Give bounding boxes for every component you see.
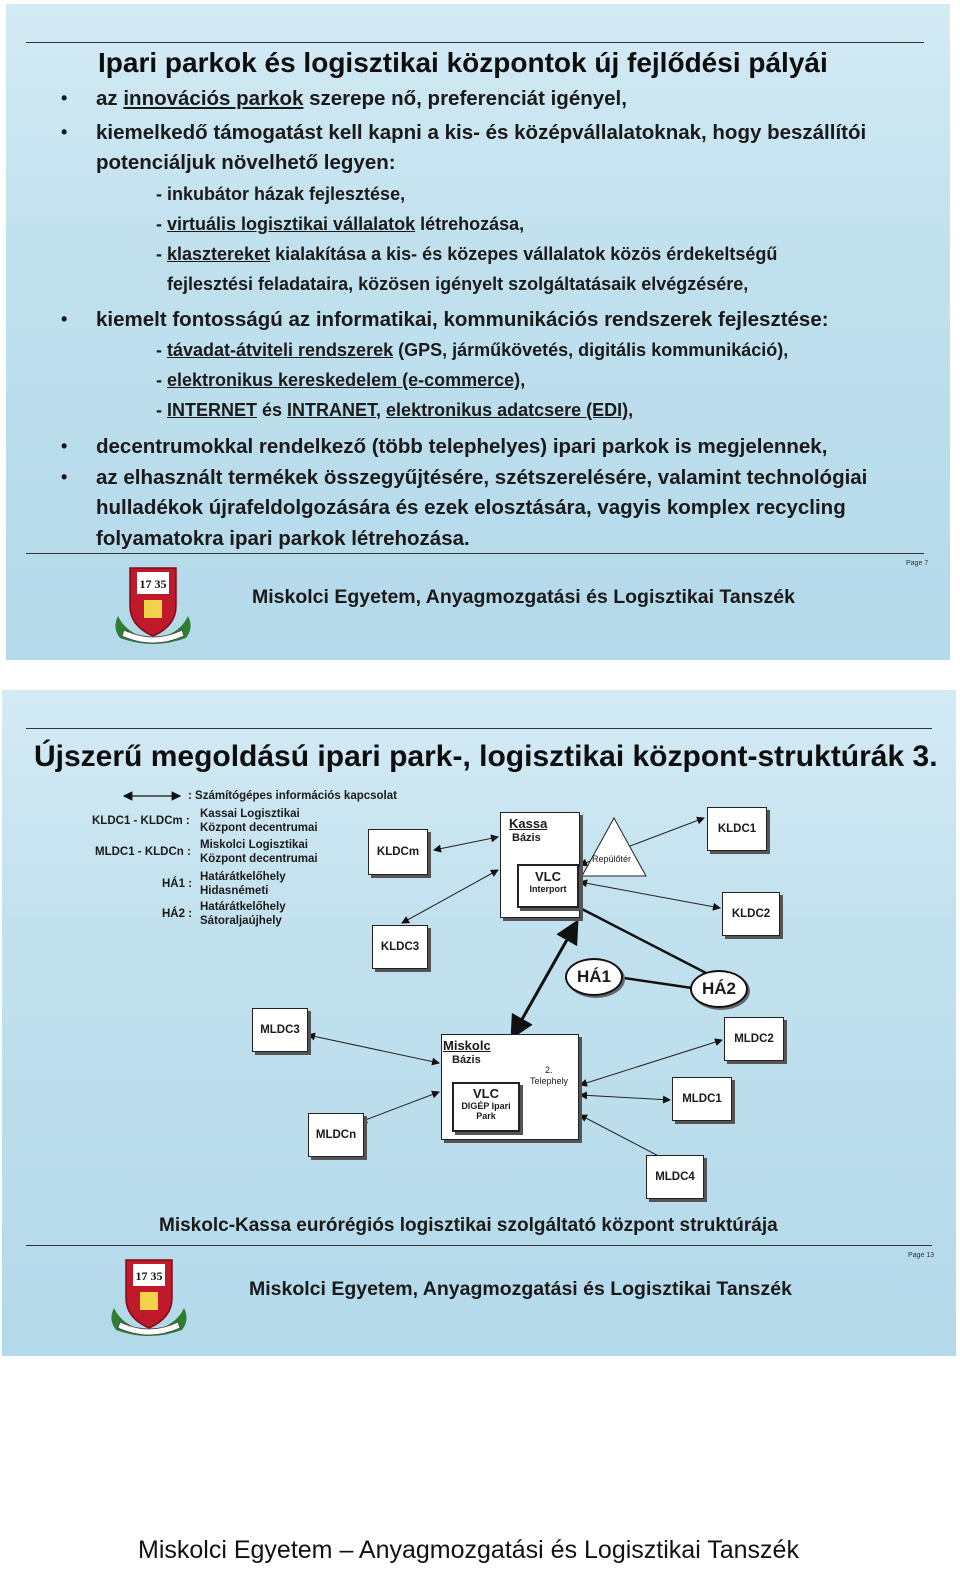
text: kialakítása a kis- és közepes vállalatok közös érdekeltségű xyxy=(270,244,778,264)
site2-label: Telephely xyxy=(530,1076,569,1086)
legend-key-ha1: HÁ1 : xyxy=(162,878,193,890)
legend-val-ha1-2: Hidasnémeti xyxy=(200,885,269,897)
bottom-rule xyxy=(26,1245,932,1246)
bullet-it-systems: kiemelt fontosságú az informatikai, kommunikációs rendszerek fejlesztése: xyxy=(96,308,829,331)
logo-years: 17 35 xyxy=(139,577,167,591)
node-mldc3: MLDC3 xyxy=(252,1008,308,1052)
link-telematics[interactable]: távadat-átviteli rendszerek xyxy=(167,340,394,360)
slide-7 xyxy=(6,4,950,660)
top-rule xyxy=(26,42,924,43)
text: és xyxy=(257,400,288,420)
diagram-caption: Miskolc-Kassa eurórégiós logisztikai szolgáltató központ struktúrája xyxy=(159,1215,778,1236)
text: , xyxy=(376,400,387,420)
text: - xyxy=(156,244,167,264)
link-miskolc-mldcn xyxy=(360,1092,439,1122)
link-edi[interactable]: elektronikus adatcsere (EDI) xyxy=(386,400,629,420)
node-ha2: HÁ2 xyxy=(690,970,748,1008)
legend-key-ha2: HÁ2 : xyxy=(162,908,193,920)
node-ha1: HÁ1 xyxy=(565,958,623,996)
miskolc-base-title: Miskolc xyxy=(443,1038,491,1053)
legend-val-mldc-1: Miskolci Logisztikai xyxy=(200,839,308,851)
link-kassa-kldc2 xyxy=(580,882,720,908)
slide-title: Ipari parkok és logisztikai központok új fejlődési pályái xyxy=(98,47,828,78)
sub-item-incubators: - inkubátor házak fejlesztése, xyxy=(156,184,406,204)
node-mldcn: MLDCn xyxy=(308,1113,364,1157)
road-ha1-ha2 xyxy=(624,978,692,988)
text: , xyxy=(628,400,634,420)
legend-val-ha2-1: Határátkelőhely xyxy=(200,901,286,913)
node-kassa-vlc xyxy=(517,864,579,908)
sub-item-internet xyxy=(156,395,633,425)
bullet-sme-support-line2: potenciáljuk növelhető legyen: xyxy=(96,151,396,174)
sub-item-clusters-line2: fejlesztési feladataira, közösen igényelt szolgáltatásaik elvégzésére, xyxy=(167,274,749,294)
link-ecommerce[interactable]: elektronikus kereskedelem (e-commerce) xyxy=(167,370,521,390)
text: - xyxy=(156,370,167,390)
sub-item-ecommerce xyxy=(156,365,525,395)
bullet-marker: • xyxy=(61,309,68,329)
text: (GPS, járműkövetés, digitális kommunikáció), xyxy=(393,340,789,360)
sub-item-clusters xyxy=(156,239,777,269)
kassa-vlc-sublabel: Interport xyxy=(529,884,567,894)
footer-department: Miskolci Egyetem, Anyagmozgatási és Logisztikai Tanszék xyxy=(252,586,795,608)
page-number: Page 13 xyxy=(908,1252,935,1259)
legend-val-kldc-1: Kassai Logisztikai xyxy=(200,808,300,820)
text: - xyxy=(156,400,167,420)
bullet-marker: • xyxy=(61,436,68,456)
node-kldc1: KLDC1 xyxy=(707,807,767,851)
slide-title: Újszerű megoldású ipari park-, logisztikai központ-struktúrák 3. xyxy=(34,740,938,773)
legend-val-mldc-2: Központ decentrumai xyxy=(200,853,318,865)
sub-item-virtual-companies xyxy=(156,209,524,239)
link-intranet[interactable]: INTRANET xyxy=(287,400,377,420)
bullet-marker: • xyxy=(61,122,68,142)
text: szerepe nő, preferenciát igényel, xyxy=(303,87,627,110)
kassa-vlc-label: VLC xyxy=(535,869,561,884)
bullet-innovation-parks xyxy=(96,84,627,114)
university-crest-logo xyxy=(110,564,196,646)
bottom-rule xyxy=(26,553,924,554)
link-miskolc-mldc3 xyxy=(308,1035,439,1063)
sub-item-telematics xyxy=(156,335,788,365)
node-kldc2: KLDC2 xyxy=(722,892,780,936)
legend-val-kldc-2: Központ decentrumai xyxy=(200,822,318,834)
legend-arrow-desc: : Számítógépes információs kapcsolat xyxy=(188,790,397,802)
bullet-recycling-line3: folyamatokra ipari parkok létrehozása. xyxy=(96,527,470,550)
bullet-recycling-line1: az elhasznált termékek összegyűjtésére, szétszerelésére, valamint technológiai xyxy=(96,466,868,489)
site2-number: 2. xyxy=(545,1065,553,1075)
airport-label: Repülőtér xyxy=(592,854,632,864)
link-virtual-companies[interactable]: virtuális logisztikai vállalatok xyxy=(167,214,416,234)
miskolc-vlc-sublabel-1: DIGÉP Ipari xyxy=(461,1101,511,1111)
bullet-marker: • xyxy=(61,467,68,487)
node-kldc3: KLDC3 xyxy=(372,925,428,969)
bullet-recycling-line2: hulladékok újrafeldolgozására és ezek elosztására, vagyis komplex recycling xyxy=(96,496,846,519)
bullet-sme-support-line1: kiemelkedő támogatást kell kapni a kis- és középvállalatoknak, hogy beszállítói xyxy=(96,121,867,144)
link-miskolc-mldc1 xyxy=(580,1095,670,1100)
link-kassa-kldcm xyxy=(434,837,498,850)
link-kassa-kldc3 xyxy=(402,870,498,923)
bullet-marker: • xyxy=(61,88,68,108)
legend-val-ha1-1: Határátkelőhely xyxy=(200,871,286,883)
legend-key-kldc: KLDC1 - KLDCm : xyxy=(92,815,190,827)
miskolc-vlc-sublabel-2: Park xyxy=(476,1111,496,1121)
triangle-airport xyxy=(582,818,646,876)
text: létrehozása, xyxy=(415,214,525,234)
university-crest-logo xyxy=(106,1256,192,1338)
footer-department: Miskolci Egyetem, Anyagmozgatási és Logisztikai Tanszék xyxy=(249,1278,792,1300)
kassa-base-subtitle: Bázis xyxy=(512,832,541,844)
text: , xyxy=(520,370,526,390)
node-kldcm: KLDCm xyxy=(368,829,428,875)
miskolc-vlc-label: VLC xyxy=(473,1086,499,1101)
document-footer: Miskolci Egyetem – Anyagmozgatási és Logisztikai Tanszék xyxy=(138,1536,799,1564)
node-miskolc-vlc xyxy=(452,1082,520,1132)
miskolc-base-subtitle: Bázis xyxy=(452,1054,481,1066)
node-mldc4: MLDC4 xyxy=(646,1155,704,1199)
slide-13 xyxy=(2,690,956,1356)
node-mldc1: MLDC1 xyxy=(672,1077,732,1121)
kassa-base-title: Kassa xyxy=(509,816,548,831)
link-innovation-parks[interactable]: innovációs parkok xyxy=(123,87,304,110)
link-internet[interactable]: INTERNET xyxy=(167,400,257,420)
legend-key-mldc: MLDC1 - KLDCn : xyxy=(95,846,191,858)
bullet-decentralized-parks: decentrumokkal rendelkező (több telephelyes) ipari parkok is megjelennek, xyxy=(96,435,828,458)
text: - xyxy=(156,340,167,360)
node-mldc2: MLDC2 xyxy=(724,1017,784,1061)
text: - xyxy=(156,214,167,234)
text: az xyxy=(96,87,124,110)
link-clusters[interactable]: klasztereket xyxy=(167,244,271,264)
logo-years: 17 35 xyxy=(135,1269,163,1283)
legend-val-ha2-2: Sátoraljaújhely xyxy=(200,915,282,927)
page-number: Page 7 xyxy=(906,560,929,567)
